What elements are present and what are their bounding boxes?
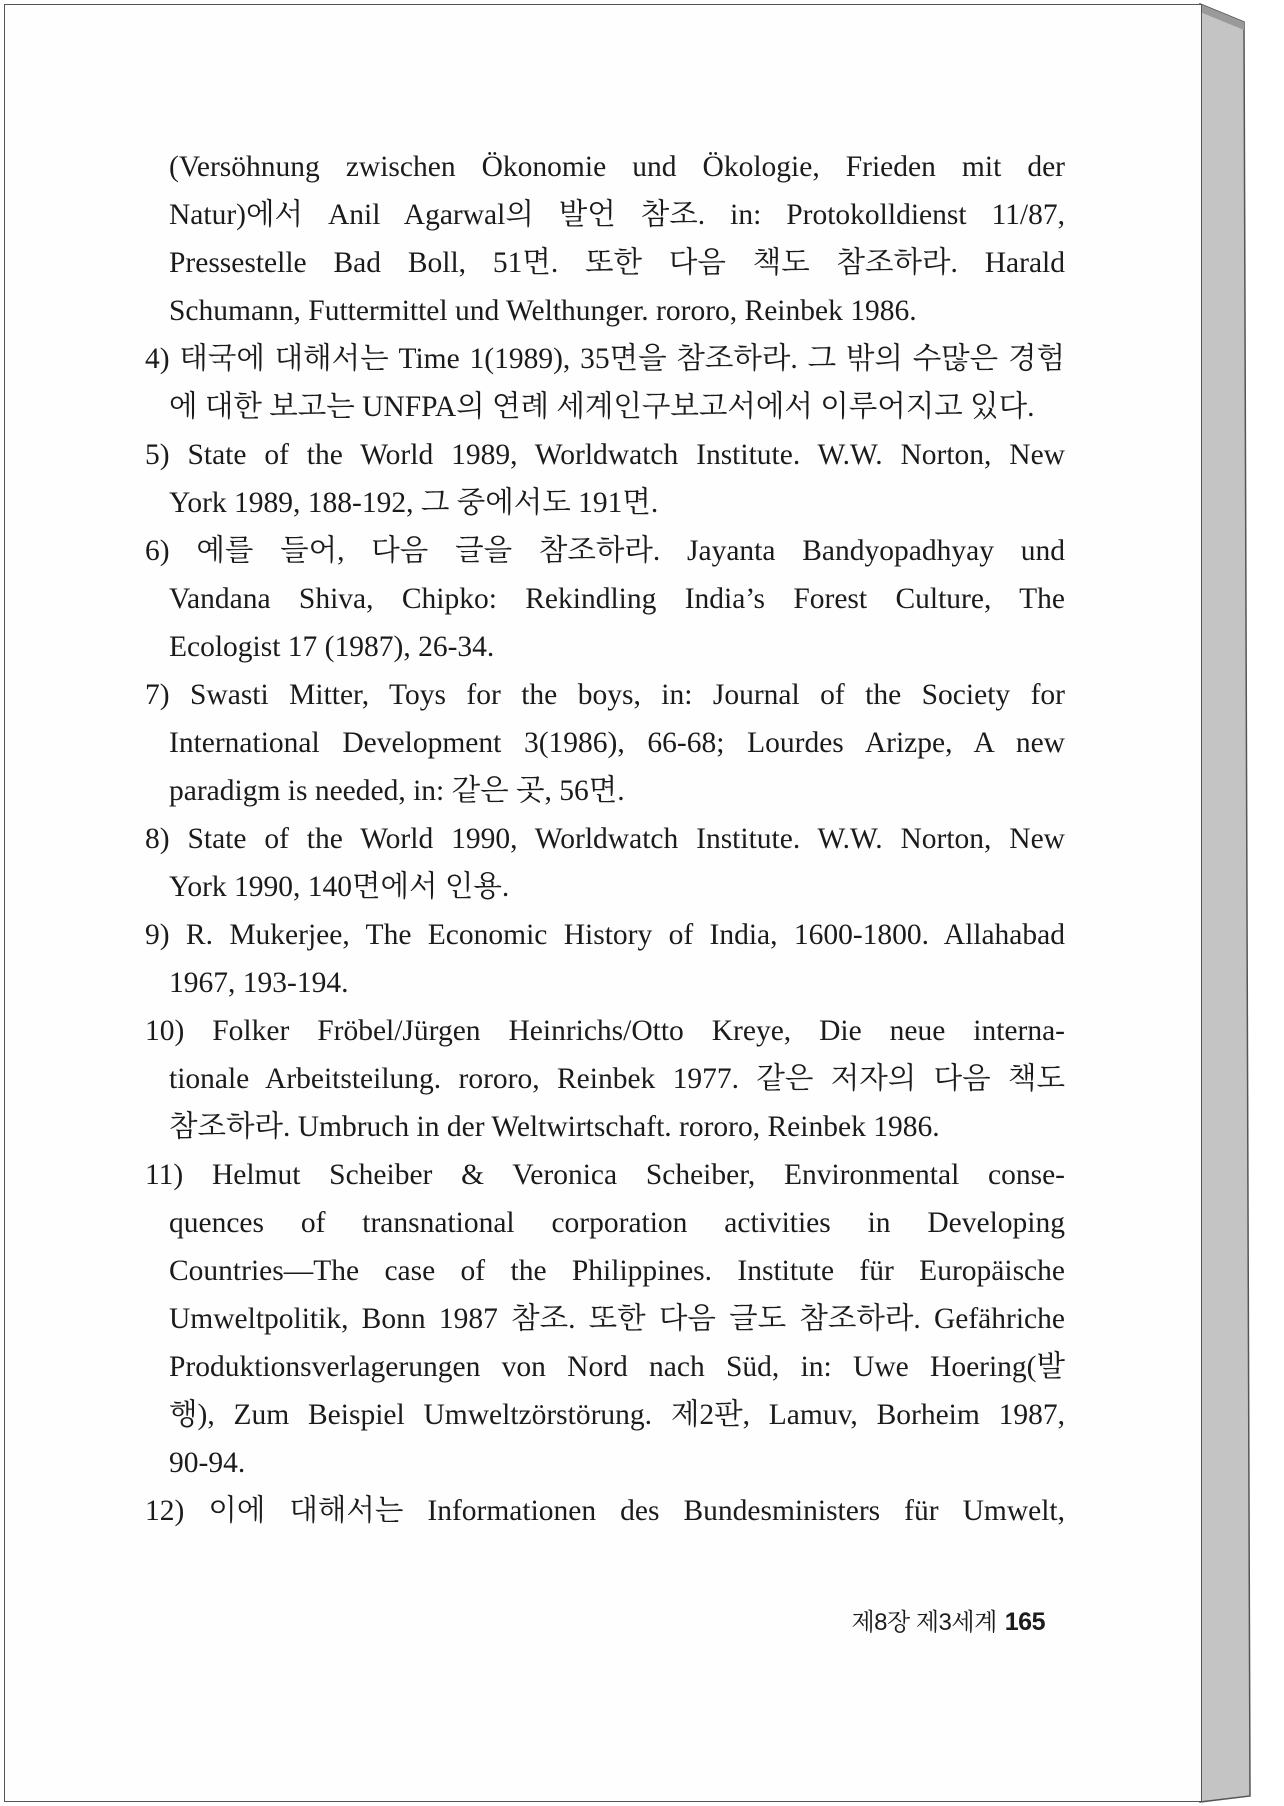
chapter-title: 제8장 제3세계 — [851, 1609, 997, 1636]
text-line: Pressestelle Bad Boll, 51면. 또한 다음 책도 참조하라. Harald — [169, 247, 1065, 279]
text-line: 4) 태국에 대해서는 Time 1(1989), 35면을 참조하라. 그 밖의 수많은 경험 — [145, 343, 1065, 375]
text-line: 5) State of the World 1989, Worldwatch Institute. W.W. Norton, New — [145, 439, 1065, 471]
text-line: 90-94. — [169, 1447, 246, 1479]
text-line: 7) Swasti Mitter, Toys for the boys, in: Journal of the Society for — [145, 679, 1065, 711]
text-line: Ecologist 17 (1987), 26-34. — [169, 631, 495, 663]
text-line: paradigm is needed, in: 같은 곳, 56면. — [169, 775, 625, 807]
text-line: 9) R. Mukerjee, The Economic History of India, 1600-1800. Allahabad — [145, 919, 1065, 951]
text-line: Vandana Shiva, Chipko: Rekindling India’s Forest Culture, The — [169, 583, 1065, 615]
text-line: (Versöhnung zwischen Ökonomie und Ökologie, Frieden mit der — [169, 151, 1065, 183]
page-footer — [851, 1602, 1045, 1637]
text-line: Produktionsverlagerungen von Nord nach Süd, in: Uwe Hoering(발 — [169, 1351, 1065, 1383]
text-line: 12) 이에 대해서는 Informationen des Bundesministers für Umwelt, — [145, 1495, 1065, 1527]
text-line: 1967, 193-194. — [169, 967, 349, 999]
text-line: Countries—The case of the Philippines. Institute für Europäische — [169, 1255, 1065, 1287]
text-line: York 1990, 140면에서 인용. — [169, 871, 510, 903]
text-line: International Development 3(1986), 66-68; Lourdes Arizpe, A new — [169, 727, 1065, 759]
text-line: Natur)에서 Anil Agarwal의 발언 참조. in: Protokolldienst 11/87, — [169, 199, 1065, 231]
text-line: York 1989, 188-192, 그 중에서도 191면. — [169, 487, 659, 519]
text-line: quences of transnational corporation activities in Developing — [169, 1207, 1065, 1239]
text-line: 11) Helmut Scheiber & Veronica Scheiber, Environmental conse- — [145, 1159, 1065, 1191]
text-line: Schumann, Futtermittel und Welthunger. rororo, Reinbek 1986. — [169, 295, 917, 327]
text-line: 10) Folker Fröbel/Jürgen Heinrichs/Otto Kreye, Die neue interna- — [145, 1015, 1065, 1047]
text-line: 참조하라. Umbruch in der Weltwirtschaft. rororo, Reinbek 1986. — [169, 1111, 940, 1143]
page-number: 165 — [1004, 1608, 1045, 1636]
text-line: Umweltpolitik, Bonn 1987 참조. 또한 다음 글도 참조하라. Gefähriche — [169, 1303, 1065, 1335]
text-line: 6) 예를 들어, 다음 글을 참조하라. Jayanta Bandyopadhyay und — [145, 535, 1065, 567]
text-line: tionale Arbeitsteilung. rororo, Reinbek 1977. 같은 저자의 다음 책도 — [169, 1063, 1065, 1095]
text-line: 에 대한 보고는 UNFPA의 연례 세계인구보고서에서 이루어지고 있다. — [169, 391, 1035, 423]
text-line: 행), Zum Beispiel Umweltzörstörung. 제2판, Lamuv, Borheim 1987, — [169, 1399, 1065, 1431]
text-line: 8) State of the World 1990, Worldwatch Institute. W.W. Norton, New — [145, 823, 1065, 855]
